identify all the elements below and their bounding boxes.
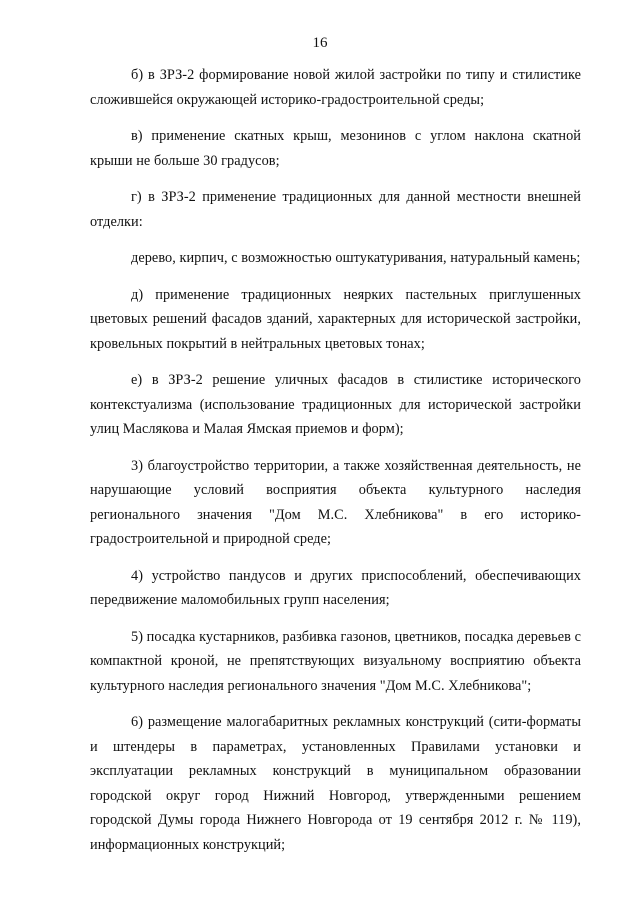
paragraph-3: 3) благоустройство территории, а также хозяйственная деятельность, не нарушающие условий восприятия объекта культурного наследия регионального значения "Дом М.С. Хлебникова" в его историко-градостроительной и природной среде;: [90, 457, 581, 547]
paragraph-d: д) применение традиционных неярких пастельных приглушенных цветовых решений фасадов зданий, характерных для исторической застройки, кровельных покрытий в нейтральных цветовых тонах;: [90, 286, 581, 352]
paragraph-4: 4) устройство пандусов и других приспособлений, обеспечивающих передвижение маломобильных групп населения;: [90, 567, 581, 608]
paragraph-b: б) в ЗРЗ-2 формирование новой жилой застройки по типу и стилистике сложившейся окружающей историко-градостроительной среды;: [90, 67, 581, 108]
paragraph-e: е) в ЗРЗ-2 решение уличных фасадов в стилистике исторического контекстуализма (использование традиционных для исторической застройки улиц Маслякова и Малая Ямская приемов и форм);: [90, 372, 581, 437]
paragraph-6: 6) размещение малогабаритных рекламных конструкций (сити-форматы и штендеры в параметрах, установленных Правилами установки и эксплуатации рекламных конструкций в муниципальном образовании городской округ город Нижний Новгород, утвержденными решением городской Думы города Нижнего Новгорода от 19 сентября 2012 г. № 119), информационных конструкций;: [90, 714, 581, 853]
paragraph-materials: дерево, кирпич, с возможностью оштукатуривания, натуральный камень;: [131, 250, 581, 266]
document-body: [90, 63, 581, 869]
paragraph-5: 5) посадка кустарников, разбивка газонов, цветников, посадка деревьев с компактной кроной, не препятствующих визуальному восприятию объекта культурного наследия регионального значения "Дом М.С. Хлебникова";: [90, 628, 581, 694]
page-number: 16: [312, 35, 328, 51]
paragraph-g: г) в ЗРЗ-2 применение традиционных для данной местности внешней отделки:: [90, 189, 581, 230]
paragraph-v: в) применение скатных крыш, мезонинов с углом наклона скатной крыши не больше 30 градусов;: [90, 128, 581, 169]
